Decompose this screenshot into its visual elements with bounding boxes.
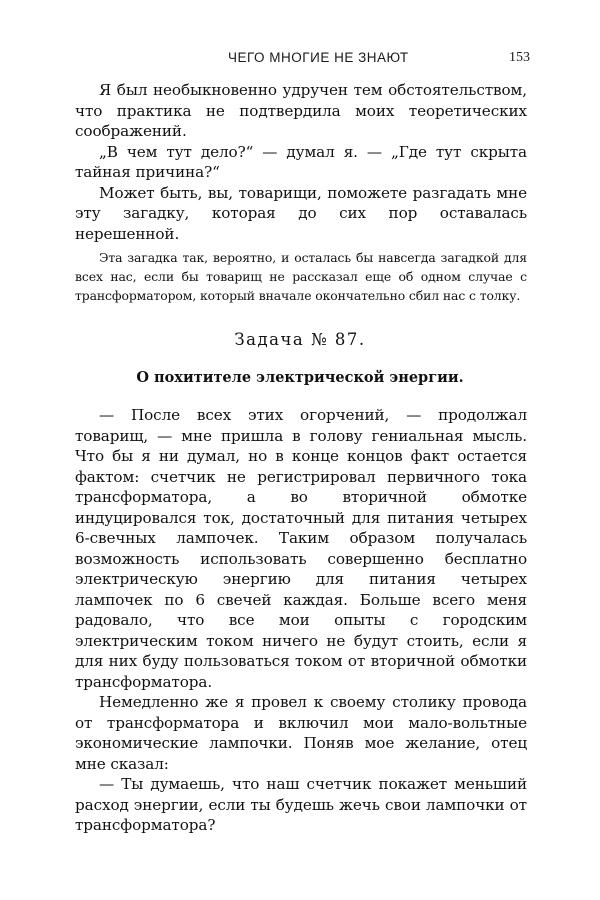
paragraph: — После всех этих огорчений, — продолжал товарищ, — мне пришла в голову гениальная мысль. Что бы я ни думал, но в конце концов факт остается фактом: счетчик не регистрировал первичного тока трансформатора, а во вторичной обмотке индуцировался ток, достаточный для питания четырех 6-свечных лампочек. Таким образом получалась возможность использовать совершенно бесплатно электрическую энергию для питания четырех лампочек по 6 свечей каждая. Больше всего меня радовало, что все мои опыты с городским электрическим током ничего не будут стоить, если я для них буду пользоваться током от вторичной обмотки трансформатора. [75,406,527,691]
problem-title: О похитителе электрической энергии. [136,369,464,386]
narrative-paragraph: Эта загадка так, вероятно, и осталась бы навсегда загадкой для всех нас, если бы товарищ не рассказал еще об одном случае с трансформатором, который вначале окончательно сбил нас с толку. [75,250,527,303]
problem-number: Задача № 87. [234,330,366,349]
top-section [75,80,527,244]
paragraph: „В чем тут дело?“ — думал я. — „Где тут скрыта тайная причина?“ [75,142,527,181]
paragraph: — Ты думаешь, что наш счетчик покажет меньший расход энергии, если ты будешь жечь свои лампочки от трансформатора? [75,775,527,834]
paragraph: Немедленно же я провел к своему столику провода от трансформатора и включил мои мало-вольтные экономические лампочки. Поняв мое желание, отец мне сказал: [75,693,527,773]
running-header: ЧЕГО МНОГИЕ НЕ ЗНАЮТ [228,50,409,65]
paragraph: Может быть, вы, товарищи, поможете разгадать мне эту загадку, которая до сих пор оставалась нерешенной. [75,183,527,243]
page-number: 153 [509,50,530,65]
body-section [75,405,527,836]
paragraph: Я был необыкновенно удручен тем обстоятельством, что практика не подтвердила моих теоретических соображений. [75,81,527,140]
narrative-section [75,248,527,305]
